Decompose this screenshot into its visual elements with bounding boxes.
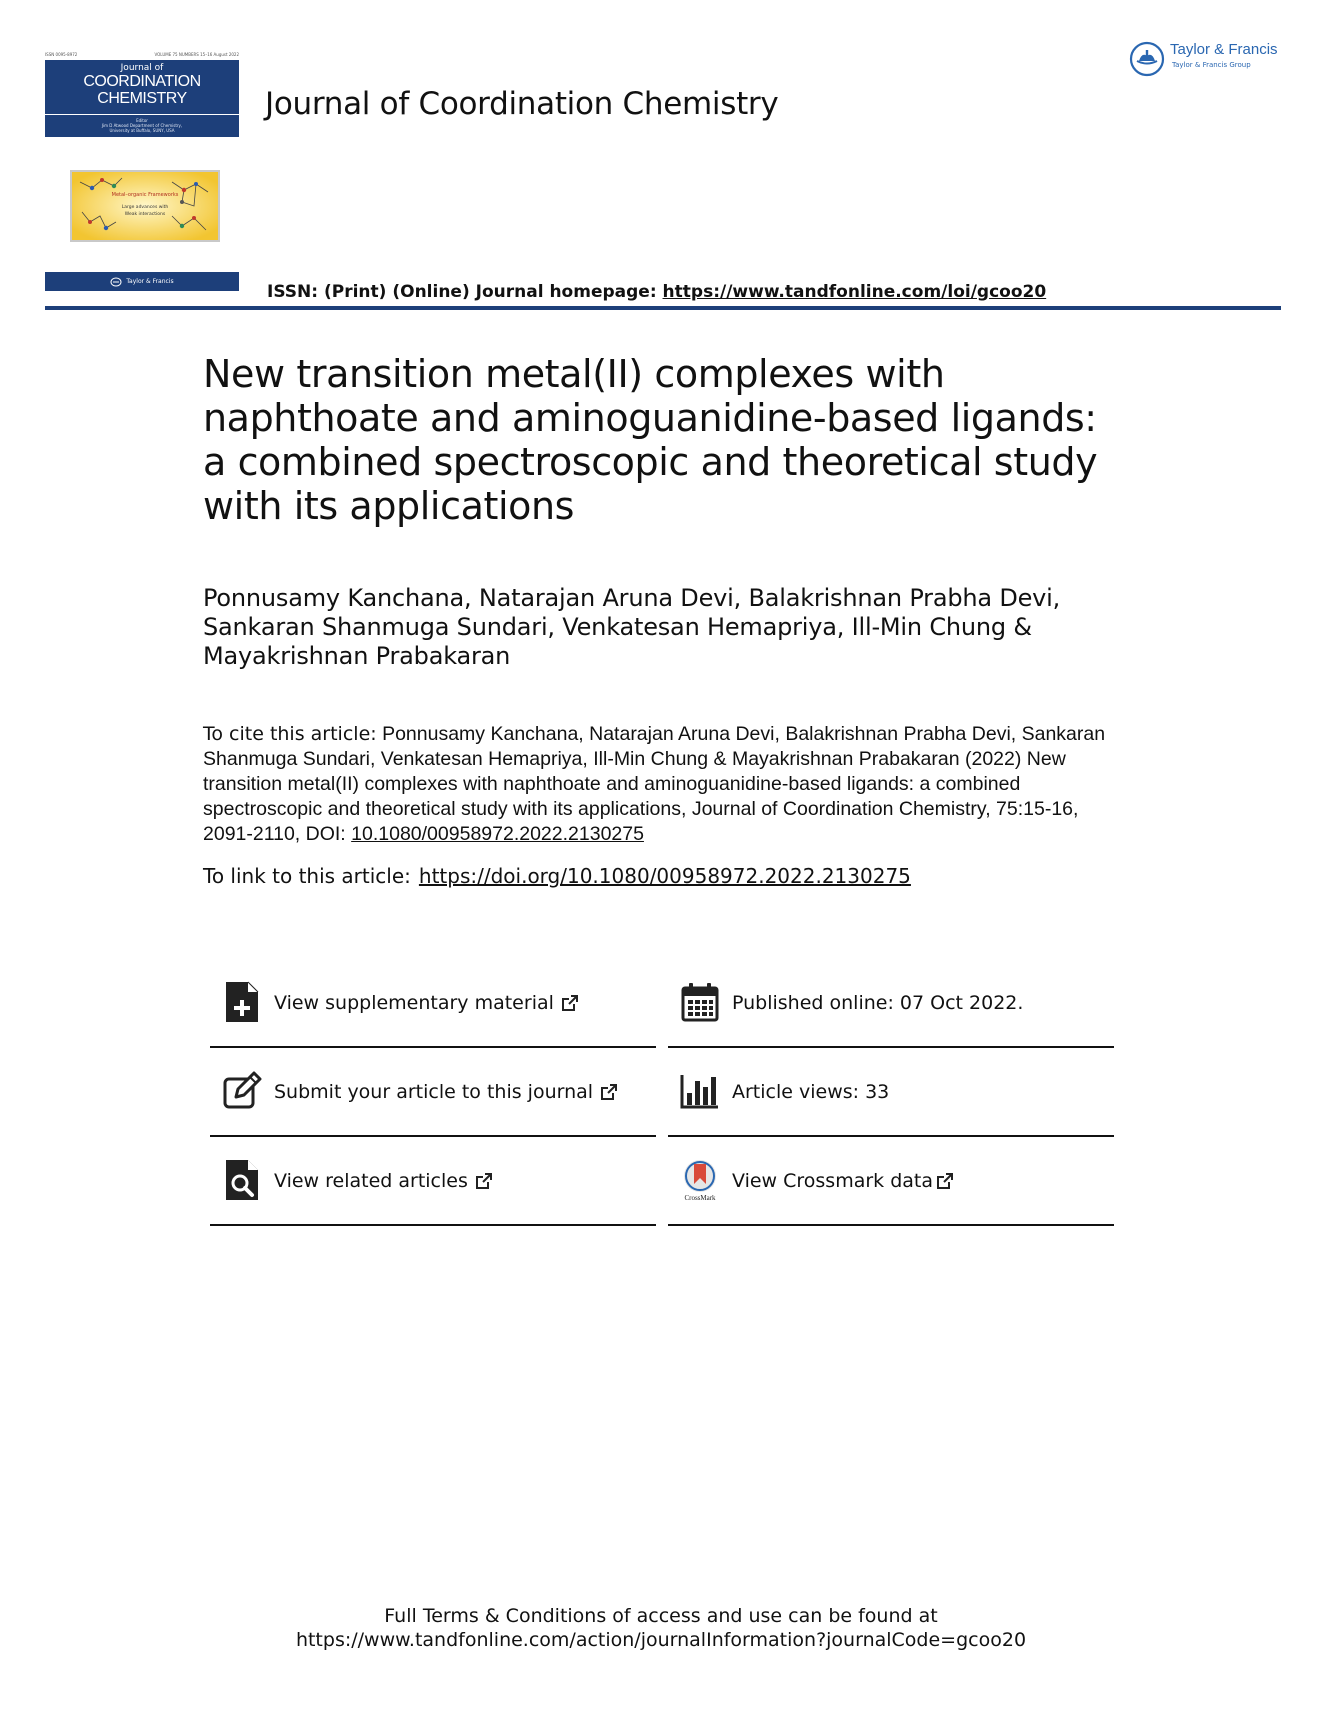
cover-topline — [45, 60, 239, 62]
related-link[interactable] — [274, 1138, 493, 1224]
published-cell — [668, 960, 1114, 1048]
article-doi-url[interactable]: https://doi.org/10.1080/00958972.2022.2130275 — [418, 864, 911, 888]
tf-banner-text: Taylor & Francis — [126, 278, 174, 285]
bar-chart-icon — [680, 1069, 720, 1113]
file-plus-icon — [222, 980, 262, 1024]
supplementary-text: View supplementary material — [274, 992, 554, 1014]
cover-journal-of: Journal of — [120, 63, 164, 73]
cover-title-line1: COORDINATION — [83, 73, 201, 90]
supplementary-cell[interactable] — [210, 960, 656, 1048]
cover-art-image — [70, 170, 220, 242]
published-text: Published online: 07 Oct 2022. — [732, 992, 1024, 1014]
tf-logo-icon — [1128, 40, 1166, 78]
cover-title-line2: CHEMISTRY — [97, 90, 187, 107]
cover-art-text2: Large advances with — [121, 205, 169, 210]
views-text: Article views: 33 — [732, 1081, 890, 1103]
document-search-icon — [222, 1158, 262, 1202]
edit-icon — [222, 1069, 262, 1113]
related-text: View related articles — [274, 1170, 468, 1192]
cite-text: Ponnusamy Kanchana, Natarajan Aruna Devi, Balakrishnan Prabha Devi, Sankaran Shanmuga Sundari, Venkatesan Hemapriya, Ill-Min Chung & Mayakrishnan Prabakaran (2022) New transition metal(II) complexes with naphthoate and aminoguanidine-based ligands: a combined spectroscopic and theoretical study with its applications, Journal of Coordination Chemistry, 75:15-16, 2091-2110, DOI: — [203, 723, 1106, 845]
crossmark-text: View Crossmark data — [732, 1170, 934, 1192]
publisher-name: Taylor & Francis — [1170, 41, 1278, 58]
cover-editor-name: Jim D Atwood Department of Chemistry, — [101, 123, 183, 128]
publisher-group: Taylor & Francis Group — [1172, 61, 1251, 69]
cell-divider — [668, 1135, 1114, 1137]
publisher-logo — [1128, 38, 1288, 80]
crossmark-label: CrossMark — [684, 1194, 716, 1202]
cell-divider — [668, 1224, 1114, 1226]
cover-stripe — [45, 114, 239, 115]
crossmark-link[interactable] — [732, 1138, 954, 1224]
submit-text: Submit your article to this journal — [274, 1081, 594, 1103]
cell-divider — [210, 1135, 656, 1137]
cell-divider — [668, 1046, 1114, 1048]
cover-art-text1: Metal–organic Frameworks — [111, 192, 179, 198]
cite-doi-link[interactable]: 10.1080/00958972.2022.2130275 — [351, 823, 644, 845]
crossmark-cell[interactable] — [668, 1138, 1114, 1226]
issn-text: ISSN: (Print) (Online) Journal homepage: — [267, 282, 663, 302]
journal-cover-thumbnail — [45, 52, 239, 137]
submit-cell[interactable] — [210, 1049, 656, 1137]
terms-footer — [0, 1604, 1322, 1652]
article-authors: Ponnusamy Kanchana, Natarajan Aruna Devi, Balakrishnan Prabha Devi, Sankaran Shanmuga Sundari, Venkatesan Hemapriya, Ill-Min Chung & Mayakrishnan Prabakaran — [203, 584, 1061, 670]
terms-line: Full Terms & Conditions of access and use can be found at — [384, 1605, 938, 1627]
article-link-row — [203, 864, 911, 888]
external-link-icon — [600, 1083, 618, 1101]
cover-art-graphic — [72, 172, 218, 240]
related-cell[interactable] — [210, 1138, 656, 1226]
cover-editor — [45, 118, 239, 133]
external-link-icon — [936, 1172, 954, 1190]
cite-label: To cite this article: — [203, 723, 377, 745]
cover-top-strip — [45, 52, 239, 60]
journal-title: Journal of Coordination Chemistry — [265, 86, 779, 122]
crossmark-icon — [680, 1158, 720, 1202]
cell-divider — [210, 1224, 656, 1226]
citation-block — [203, 722, 1123, 847]
cover-volume: VOLUME 75 NUMBERS 15–16 August 2022 — [154, 52, 239, 57]
header-divider — [45, 306, 1281, 310]
tf-banner-logo-icon — [110, 277, 122, 287]
cover-art-text3: Weak interactions — [124, 212, 166, 217]
link-label: To link to this article: — [203, 864, 411, 888]
cover-editor-affil: University at Buffalo, SUNY, USA — [109, 128, 175, 133]
calendar-icon — [680, 980, 720, 1024]
article-title: New transition metal(II) complexes with naphthoate and aminoguanidine-based ligands: a combined spectroscopic and theoretical study with its applications — [203, 352, 1098, 528]
journal-homepage-link[interactable]: https://www.tandfonline.com/loi/gcoo20 — [662, 282, 1047, 302]
cover-issn: ISSN 0095-8972 — [45, 52, 78, 57]
external-link-icon — [475, 1172, 493, 1190]
cover-editor-label: Editor — [136, 118, 148, 123]
supplementary-link[interactable] — [274, 960, 579, 1046]
terms-url[interactable]: https://www.tandfonline.com/action/journalInformation?journalCode=gcoo20 — [295, 1629, 1027, 1651]
external-link-icon — [561, 994, 579, 1012]
cover-publisher-banner — [45, 272, 239, 291]
submit-link[interactable] — [274, 1049, 618, 1135]
views-cell — [668, 1049, 1114, 1137]
cell-divider — [210, 1046, 656, 1048]
issn-line — [267, 282, 1046, 302]
